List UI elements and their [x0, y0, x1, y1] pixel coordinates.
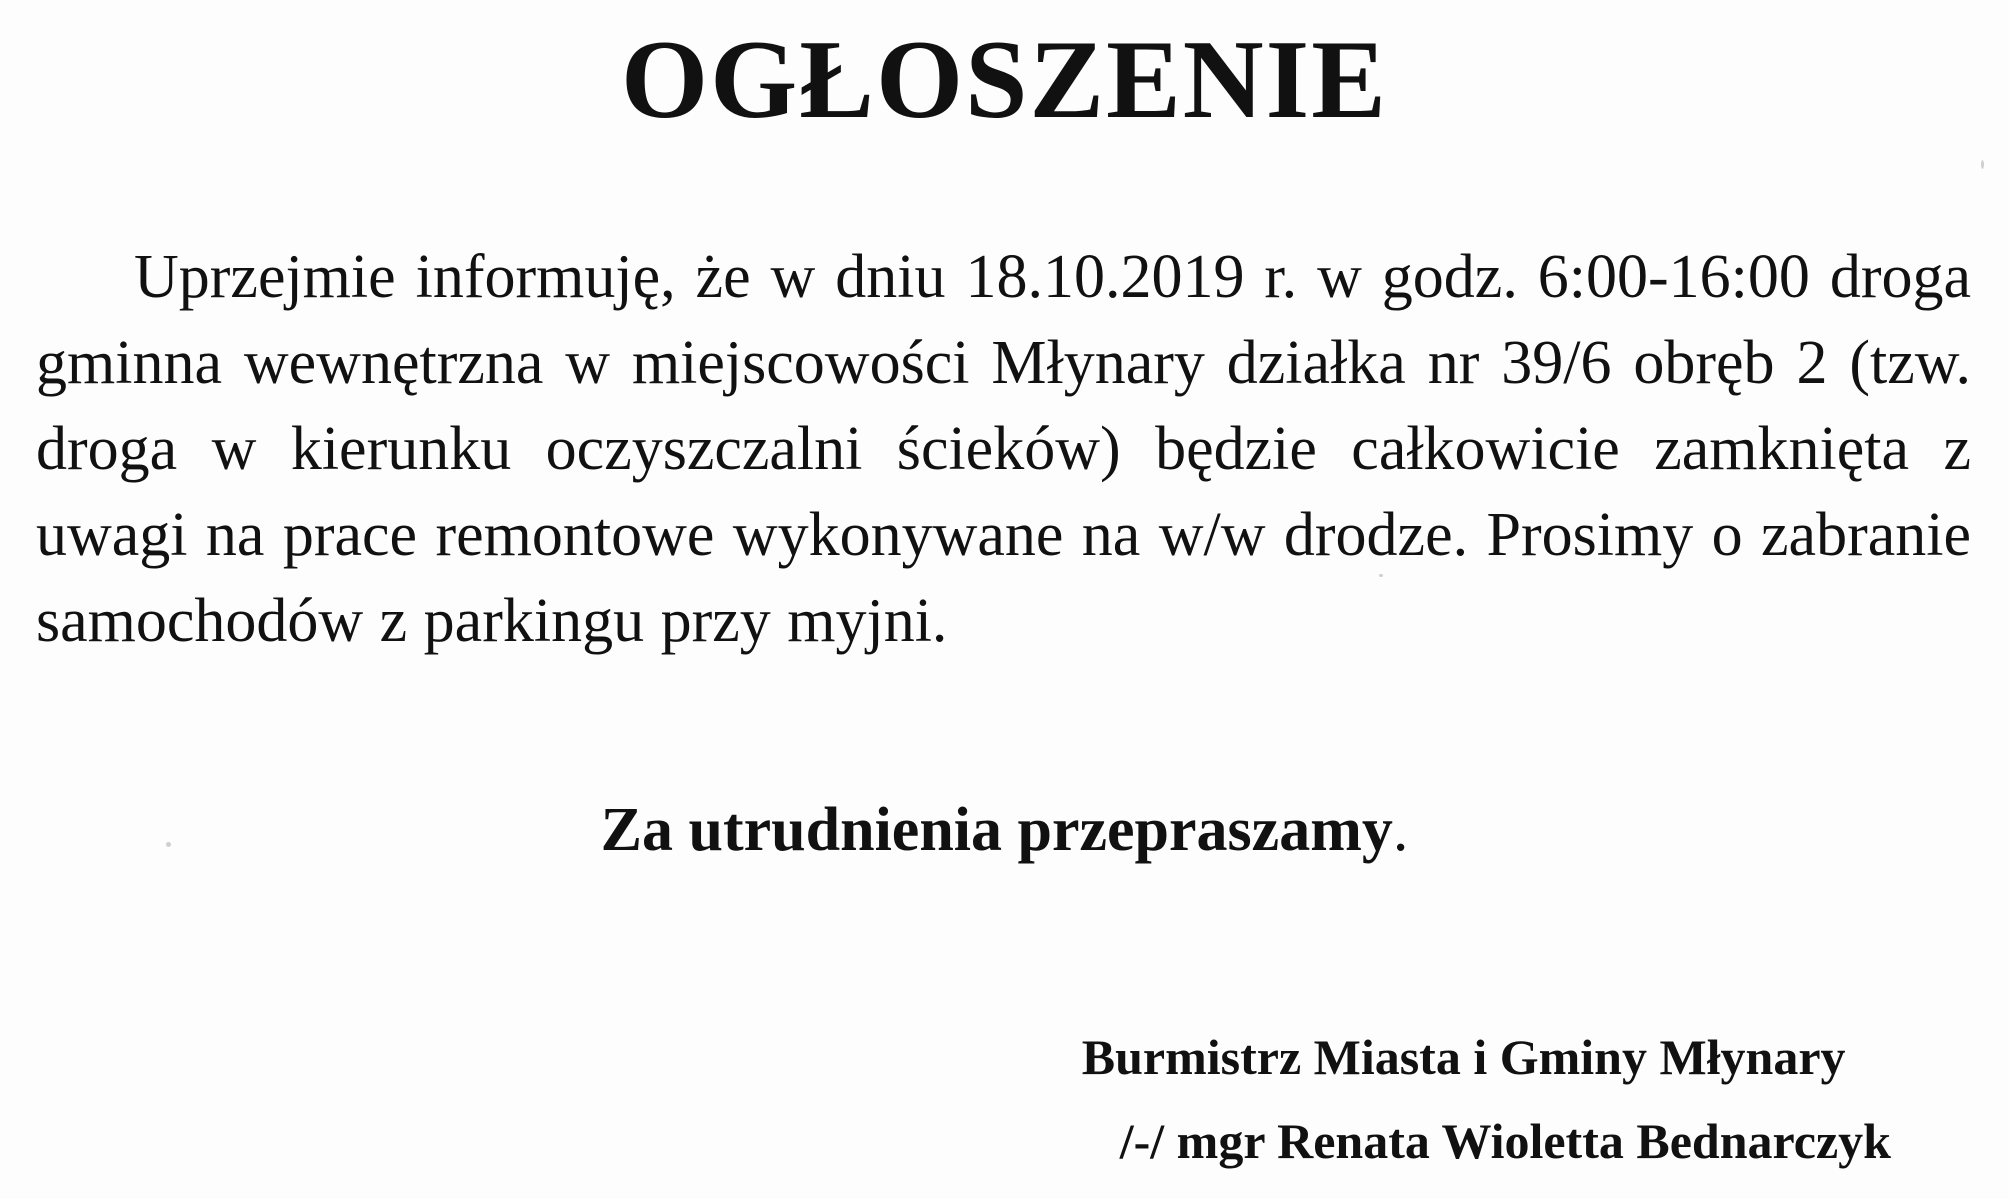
signature-office: Burmistrz Miasta i Gminy Młynary: [1081, 1029, 1846, 1085]
scan-speck: [166, 842, 171, 847]
apology-text: Za utrudnienia przepraszamy: [600, 796, 1393, 864]
signature-block: [1082, 1015, 1891, 1183]
apology-line: [0, 790, 2009, 870]
notice-body: Uprzejmie informuję, że w dniu 18.10.2019 r. w godz. 6:00-16:00 droga gminna wewnętrzna w miejscowości Młynary działka nr 39/6 obręb 2 (tzw. droga w kierunku oczyszczalni ścieków) będzie całkowicie zamknięta z uwagi na prace remontowe wykonywane na w/w drodze. Prosimy o zabranie samochodów z parkingu przy myjni.: [36, 243, 1971, 655]
apology-period: .: [1392, 796, 1409, 864]
notice-title: OGŁOSZENIE: [621, 18, 1388, 142]
signature-name: /-/ mgr Renata Wioletta Bednarczyk: [1119, 1113, 1891, 1169]
scan-speck: [1379, 574, 1383, 577]
scan-speck: [1981, 160, 1984, 169]
